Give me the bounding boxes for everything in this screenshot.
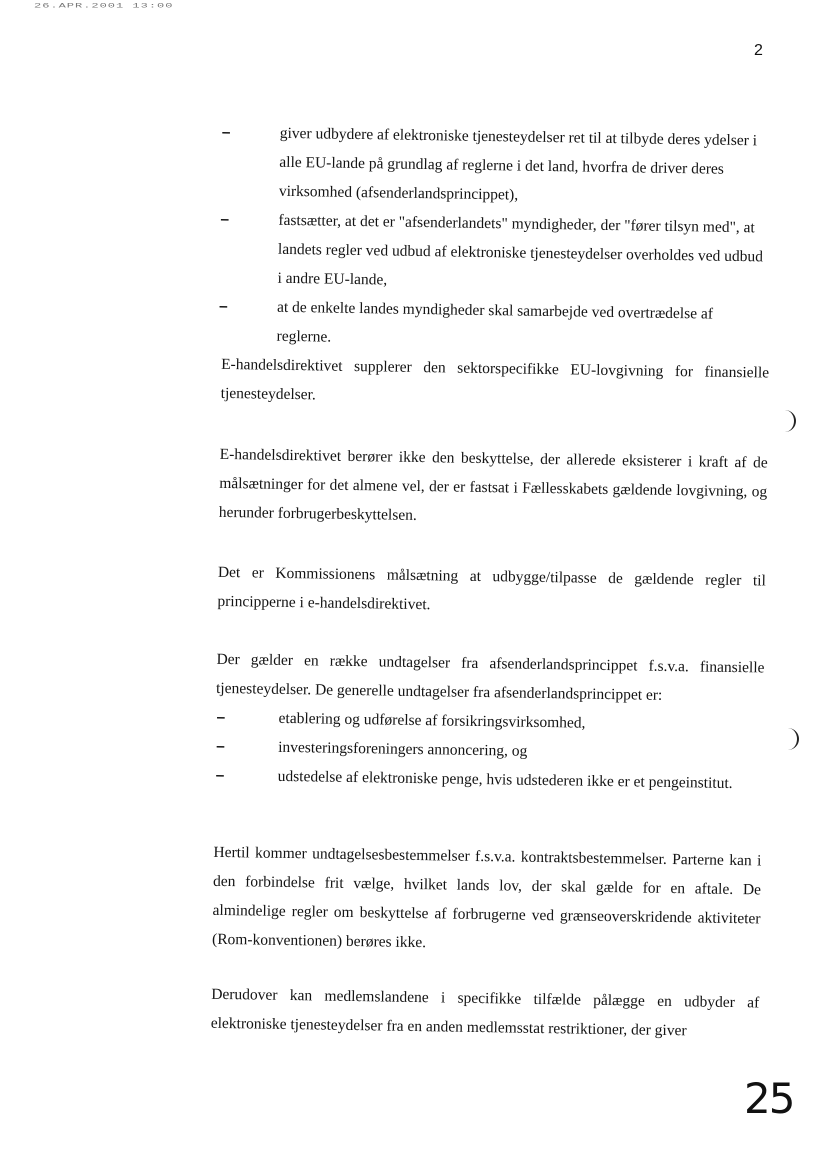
paragraph: Hertil kommer undtagelsesbestemmelser f.s.v.a. kontraktsbestemmelser. Parterne kan i den forbindelse frit vælge, hvilket lands lov, der skal gælde for en aftale. De almindelige regler om beskyttelse af forbrugerne ved grænseoverskridende aktiviteter (Rom-konventionen) berøres ikke.: [211, 843, 762, 952]
list-item-text: fastsætter, at det er "afsenderlandets" myndigheder, der "fører tilsyn med", at landets regler ved udbud af elektroniske tjenesteydelser overholdes ved udbud i andre EU-lande,: [277, 211, 764, 289]
bullet-list-exceptions: [0, 699, 818, 799]
handwritten-page-number: 25: [744, 1074, 794, 1123]
list-item-text: at de enkelte landes myndigheder skal samarbejde ved overtrædelse af reglerne.: [276, 298, 714, 346]
list-item: [0, 288, 767, 358]
bullet-dash: –: [216, 708, 226, 726]
paragraph: Derudover kan medlemslandene i specifikke tilfælde pålægge en udbyder af elektroniske tjenesteydelser fra en anden medlemsstat restriktioner, der giver: [210, 985, 760, 1040]
page-number: 2: [754, 42, 763, 59]
bullet-dash: –: [215, 766, 225, 784]
list-item-text: etablering og udførelse af forsikringsvirksomhed,: [278, 709, 586, 732]
paragraph: Der gælder en række undtagelser fra afsenderlandsprincippet f.s.v.a. finansielle tjenesteydelser. De generelle undtagelser fra afsenderlandsprincippet er:: [215, 650, 765, 704]
bullet-dash: –: [221, 123, 231, 142]
paragraph: E-handelsdirektivet supplerer den sektorspecifikke EU-lovgivning for finansielle tjenesteydelser.: [220, 355, 770, 404]
fax-header-line: 26.APR.2001 13:00: [34, 2, 174, 10]
list-item-text: udstedelse af elektroniske penge, hvis udstederen ikke er et pengeinstitut.: [277, 767, 733, 792]
list-item-text: investeringsforeningers annoncering, og: [278, 738, 528, 760]
bullet-dash: –: [220, 210, 230, 228]
paragraph: Det er Kommissionens målsætning at udbygge/tilpasse de gældende regler til principperne i e-handelsdirektivet.: [217, 563, 766, 614]
paragraph: E-handelsdirektivet berører ikke den beskyttelse, der allerede eksisterer i kraft af de målsætninger for det almene vel, der er fastsat i Fællesskabets gældende lovgivning, og herunder forbrugerbeskyttelsen.: [218, 445, 768, 524]
list-item: [0, 201, 769, 300]
bullet-dash: –: [218, 297, 228, 315]
list-item: [0, 114, 770, 213]
list-item-text: giver udbydere af elektroniske tjenesteydelser ret til at tilbyde deres ydelser i alle EU-lande på grundlag af reglerne i det land, hvorfra de driver deres virksomhed (afsenderlandsprincippet),: [278, 124, 758, 204]
bullet-list-principles: [0, 114, 827, 359]
bullet-dash: –: [216, 737, 225, 755]
